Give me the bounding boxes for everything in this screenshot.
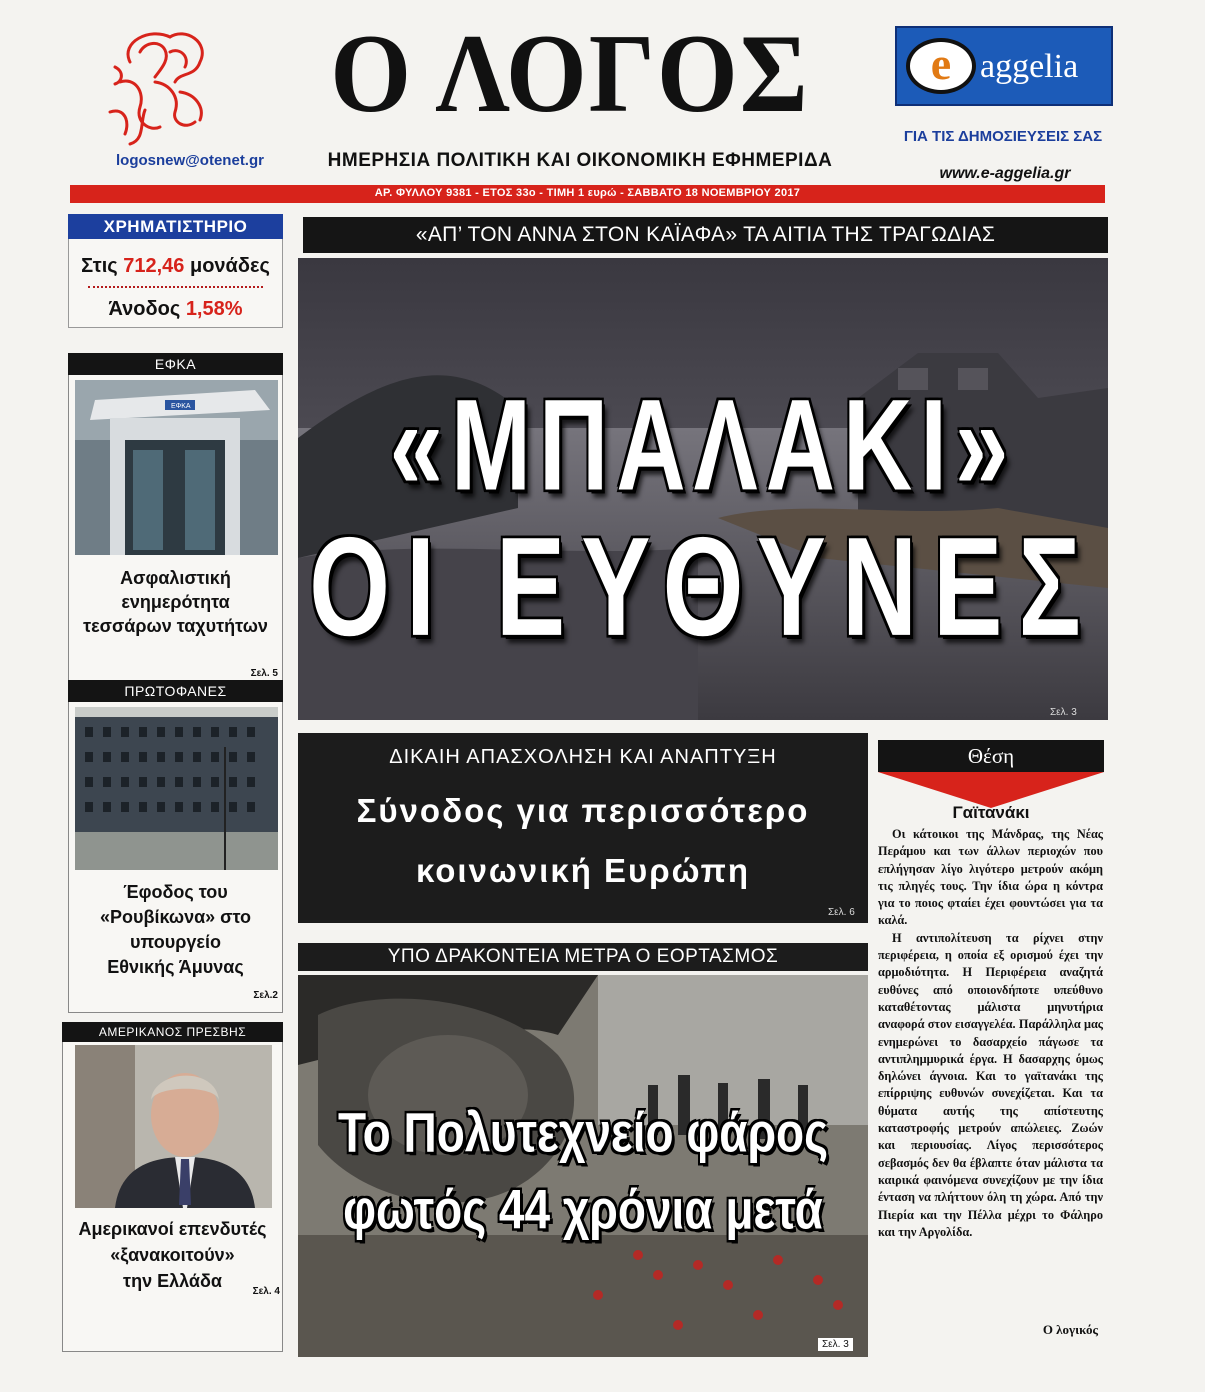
main-page-ref: Σελ. 3 — [1050, 707, 1077, 718]
ambassador-header: ΑΜΕΡΙΚΑΝΟΣ ΠΡΕΣΒΗΣ — [62, 1022, 283, 1042]
opinion-title[interactable]: Γαϊτανάκι — [952, 803, 1030, 822]
ambassador-caption[interactable] — [62, 1216, 283, 1294]
opinion-body — [878, 826, 1103, 1241]
eaggelia-logo-word: aggelia — [980, 48, 1079, 85]
main-story-kicker: «ΑΠ’ ΤΟΝ ΑΝΝΑ ΣΤΟΝ ΚΑΪΑΦΑ» ΤΑ ΑΙΤΙΑ ΤΗΣ ΤΡΑΓΩΔΙΑΣ — [303, 217, 1108, 253]
opinion-paragraph: Η αντιπολίτευση τα ρίχνει στην περιφέρεια, η οποία εξ ορισμού έχει την αρμοδιότητα. Η Περιφέρεια αναζητά ευθύνες από οποιονδήποτε υπεύθυνο καταθέτοντας μάλιστα μηνυτήρια αναφορά στον εισαγγελέα. Παράλληλα μας ενημερώνει το δασαρχείο πάγωσε τα αντιπλημμυρικά έργα. Η δασαρχης όμως δηλώνει άγνοια. Και το γαϊτανάκι της επίρριψης ευθυνών συνεχίζεται. Και τα θύματα αυτής της απίστευτης καταστροφής μετρούν απώλειες. Ζωών και περιουσίας. Λίγος περισσότερος σεβασμός δεν θα έβλαπτε όταν μάλιστα τα καιρικά φαινόμενα συνεχίζουν με την ίδια ένταση να πλήττουν όλη τη χώρα. Από την Πιερία και την Πέλλα μέχρι το Φάληρο και την Αργολίδα. — [878, 930, 1103, 1239]
eaggelia-url[interactable]: www.e-aggelia.gr — [939, 165, 1071, 182]
ambassador-page-ref: Σελ. 4 — [252, 1286, 280, 1297]
protofanes-header: ΠΡΩΤΟΦΑΝΕΣ — [68, 680, 283, 702]
efka-caption[interactable] — [68, 566, 283, 638]
efka-caption-line: Ασφαλιστική — [120, 568, 231, 588]
stock-index-prefix: Στις — [81, 255, 118, 277]
stock-index-line — [68, 255, 283, 278]
efka-building-photo — [75, 380, 278, 555]
ambassador-portrait — [75, 1045, 272, 1208]
protofanes-caption-line: υπουργείο — [130, 932, 221, 952]
polytechnic-headline-line-1: Το Πολυτεχνείο φάρος — [337, 1101, 829, 1164]
issue-info: ΑΡ. ΦΥΛΛΟΥ 9381 - ΕΤΟΣ 33ο - ΤΙΜΗ 1 ευρώ - ΣΑΒΒΑΤΟ 18 ΝΟΕΜΒΡΙΟΥ 2017 — [374, 187, 801, 199]
eu-summit-kicker: ΔΙΚΑΙΗ ΑΠΑΣΧΟΛΗΣΗ ΚΑΙ ΑΝΑΠΤΥΞΗ — [389, 746, 777, 768]
opinion-header: Θέση — [878, 740, 1104, 772]
polytechnic-page-ref: Σελ. 3 — [818, 1338, 853, 1351]
efka-caption-line: τεσσάρων ταχυτήτων — [83, 616, 268, 636]
efka-page-ref: Σελ. 5 — [250, 668, 278, 679]
ambassador-caption-line: την Ελλάδα — [123, 1271, 222, 1291]
ambassador-caption-line: Αμερικανοί επενδυτές — [78, 1219, 267, 1239]
stock-index-suffix: μονάδες — [189, 255, 270, 277]
opinion-paragraph: Οι κάτοικοι της Μάνδρας, της Νέας Περάμου και των άλλων περιοχών που επλήγησαν λίγο λιγότερο μετρούν ακόμη τις πληγές τους. Την ίδια ώρα η κόντρα για το ποιος φταίει έχει φουντώσει για τα καλά. — [878, 827, 1103, 928]
eu-summit-headline-line-1: Σύνοδος για περισσότερο — [356, 792, 810, 829]
stock-change-value: 1,58% — [185, 298, 243, 320]
protofanes-page-ref: Σελ.2 — [253, 990, 278, 1001]
newspaper-title: Ο ΛΟΓΟΣ — [330, 11, 810, 136]
eaggelia-logo-mark: e — [906, 38, 976, 94]
eu-summit-page-ref: Σελ. 6 — [828, 907, 855, 918]
efka-header: ΕΦΚΑ — [68, 353, 283, 375]
main-headline-line-1: «ΜΠΑΛΑΚΙ» — [389, 373, 1017, 518]
eu-summit-headline-line-2: κοινωνική Ευρώπη — [415, 852, 751, 889]
eaggelia-tagline: ΓΙΑ ΤΙΣ ΔΗΜΟΣΙΕΥΣΕΙΣ ΣΑΣ — [903, 128, 1103, 145]
newspaper-subtitle: ΗΜΕΡΗΣΙΑ ΠΟΛΙΤΙΚΗ ΚΑΙ ΟΙΚΟΝΟΜΙΚΗ ΕΦΗΜΕΡΙΔΑ — [327, 150, 833, 171]
polytechnic-headline-line-2: φωτός 44 χρόνια μετά — [343, 1178, 823, 1241]
efka-sign-text: ΕΦΚΑ — [171, 403, 191, 410]
protofanes-caption-line: Έφοδος του — [123, 882, 228, 902]
protofanes-caption[interactable] — [68, 880, 283, 980]
polytechnic-memorial-photo[interactable] — [298, 975, 868, 1357]
protofanes-caption-line: «Ρουβίκωνα» στο — [99, 907, 252, 927]
polytechnic-kicker: ΥΠΟ ΔΡΑΚΟΝΤΕΙΑ ΜΕΤΡΑ Ο ΕΟΡΤΑΣΜΟΣ — [298, 943, 868, 971]
opinion-signature: Ο λογικός — [1042, 1322, 1098, 1337]
ambassador-caption-line: «ξανακοιτούν» — [110, 1245, 235, 1265]
contact-email[interactable]: logosnew@otenet.gr — [116, 152, 264, 169]
ministry-building-photo — [75, 707, 278, 870]
efka-caption-line: ενημερότητα — [121, 592, 230, 612]
stock-change-prefix: Άνοδος — [108, 298, 181, 320]
stock-divider — [88, 286, 263, 288]
stock-market-header: ΧΡΗΜΑΤΙΣΤΗΡΙΟ — [68, 214, 283, 239]
main-headline-line-2: ΟΙ ΕΥΘΥΝΕΣ — [309, 509, 1097, 666]
protofanes-caption-line: Εθνικής Άμυνας — [107, 957, 244, 977]
newspaper-emblem — [100, 22, 220, 150]
stock-change-line — [68, 298, 283, 321]
stock-index-value: 712,46 — [123, 255, 185, 277]
